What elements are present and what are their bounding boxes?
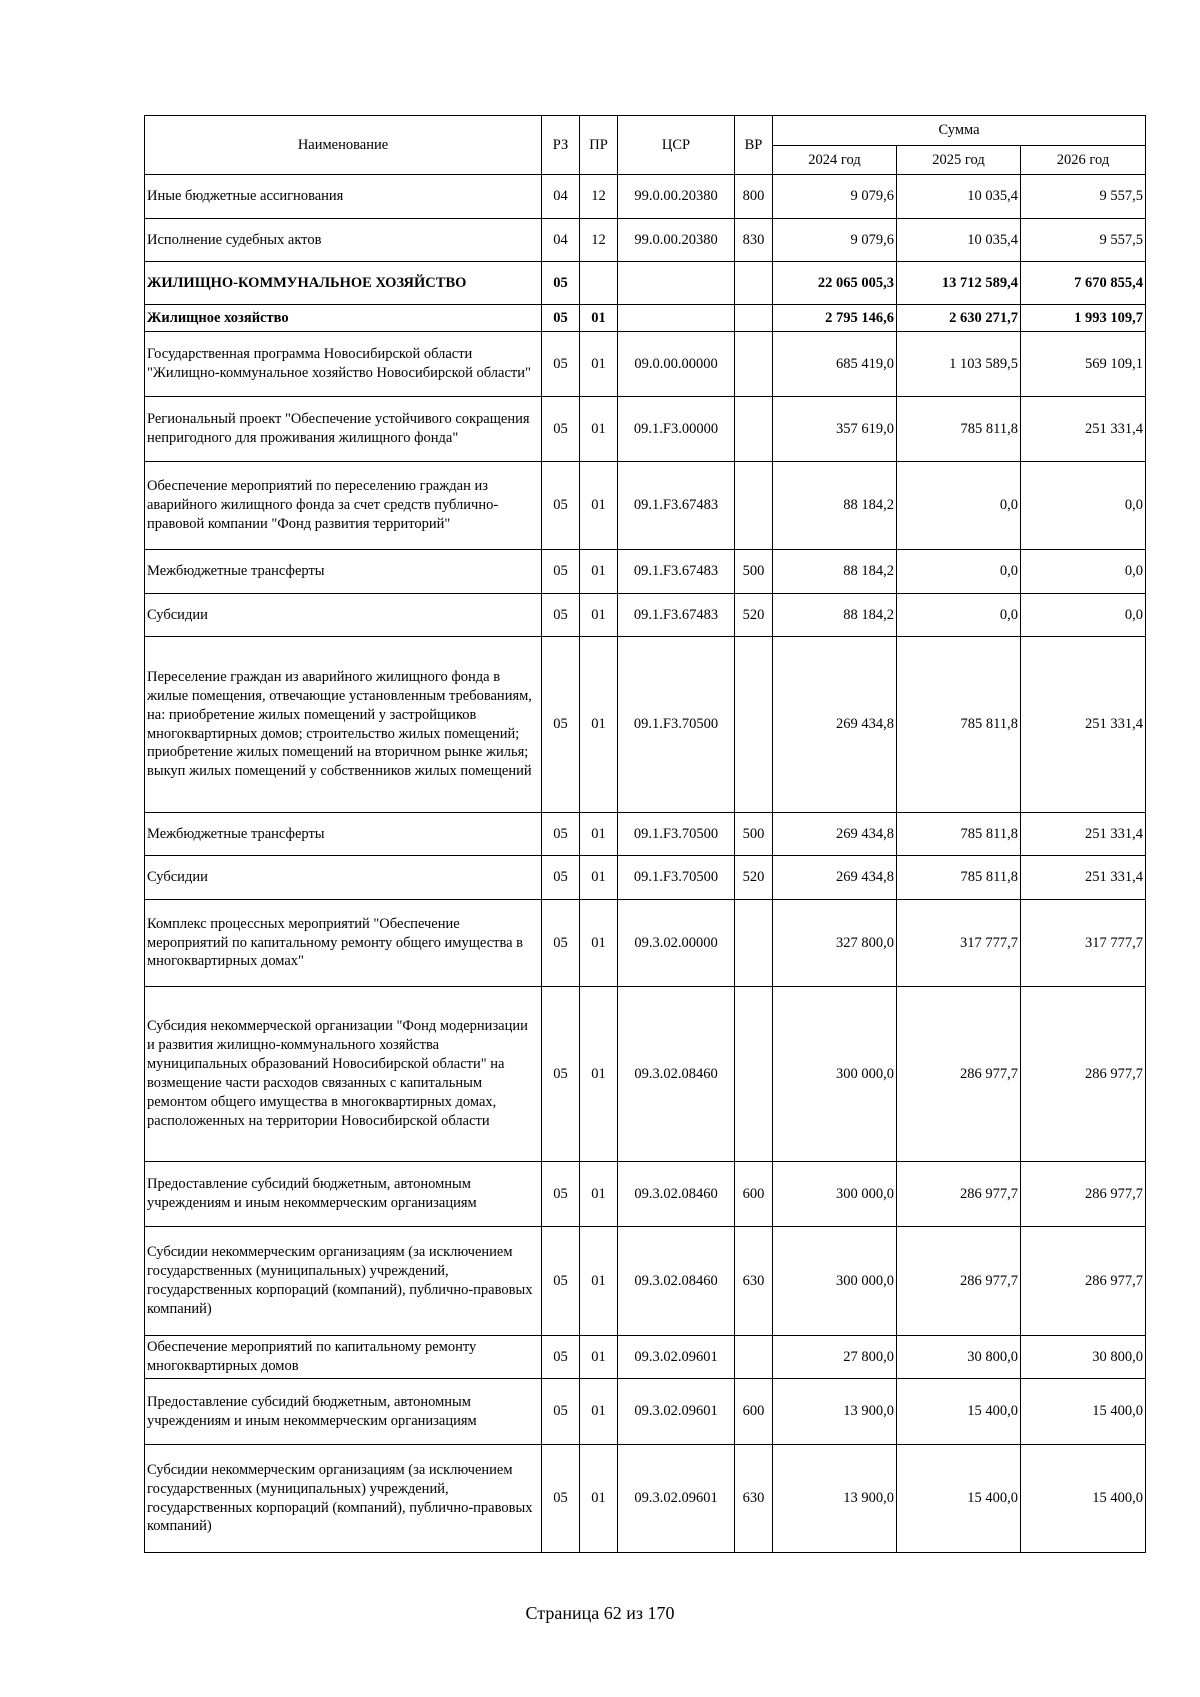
cell-sum-2025: 13 712 589,4 bbox=[897, 262, 1021, 305]
cell-sum-2025: 10 035,4 bbox=[897, 175, 1021, 219]
cell-vr: 800 bbox=[735, 175, 773, 219]
cell-vr: 830 bbox=[735, 219, 773, 262]
cell-pr: 01 bbox=[580, 1445, 618, 1553]
cell-vr bbox=[735, 462, 773, 550]
cell-csr: 99.0.00.20380 bbox=[618, 175, 735, 219]
cell-pr: 01 bbox=[580, 397, 618, 462]
cell-pr: 01 bbox=[580, 900, 618, 987]
header-year-2025: 2025 год bbox=[897, 146, 1021, 175]
table-row bbox=[145, 305, 1146, 332]
cell-sum-2026: 251 331,4 bbox=[1021, 856, 1146, 900]
cell-sum-2026: 9 557,5 bbox=[1021, 175, 1146, 219]
table-row bbox=[145, 219, 1146, 262]
cell-csr: 09.3.02.00000 bbox=[618, 900, 735, 987]
cell-rz: 05 bbox=[542, 900, 580, 987]
cell-rz: 05 bbox=[542, 594, 580, 637]
cell-sum-2024: 22 065 005,3 bbox=[773, 262, 897, 305]
cell-sum-2025: 0,0 bbox=[897, 594, 1021, 637]
header-vr: ВР bbox=[735, 116, 773, 175]
cell-rz: 05 bbox=[542, 1227, 580, 1336]
cell-vr: 630 bbox=[735, 1227, 773, 1336]
cell-sum-2024: 357 619,0 bbox=[773, 397, 897, 462]
cell-pr: 01 bbox=[580, 332, 618, 397]
cell-sum-2024: 27 800,0 bbox=[773, 1336, 897, 1379]
cell-pr: 01 bbox=[580, 987, 618, 1162]
header-rz: РЗ bbox=[542, 116, 580, 175]
cell-rz: 05 bbox=[542, 1336, 580, 1379]
cell-csr: 99.0.00.20380 bbox=[618, 219, 735, 262]
cell-name: Субсидии bbox=[145, 594, 542, 637]
cell-rz: 05 bbox=[542, 1379, 580, 1445]
cell-vr: 630 bbox=[735, 1445, 773, 1553]
cell-sum-2024: 327 800,0 bbox=[773, 900, 897, 987]
cell-csr: 09.1.F3.00000 bbox=[618, 397, 735, 462]
cell-sum-2026: 317 777,7 bbox=[1021, 900, 1146, 987]
cell-sum-2025: 286 977,7 bbox=[897, 1162, 1021, 1227]
cell-vr: 600 bbox=[735, 1379, 773, 1445]
cell-csr: 09.3.02.09601 bbox=[618, 1379, 735, 1445]
cell-rz: 05 bbox=[542, 1162, 580, 1227]
cell-sum-2024: 2 795 146,6 bbox=[773, 305, 897, 332]
table-row bbox=[145, 987, 1146, 1162]
cell-csr: 09.1.F3.67483 bbox=[618, 594, 735, 637]
cell-sum-2025: 785 811,8 bbox=[897, 397, 1021, 462]
cell-name: Обеспечение мероприятий по переселению граждан из аварийного жилищного фонда за счет средств публично-правовой компании "Фонд развития территорий" bbox=[145, 462, 542, 550]
cell-csr: 09.3.02.08460 bbox=[618, 1162, 735, 1227]
cell-sum-2024: 269 434,8 bbox=[773, 856, 897, 900]
cell-sum-2026: 7 670 855,4 bbox=[1021, 262, 1146, 305]
cell-rz: 05 bbox=[542, 1445, 580, 1553]
cell-sum-2024: 269 434,8 bbox=[773, 813, 897, 856]
cell-vr bbox=[735, 332, 773, 397]
cell-sum-2024: 13 900,0 bbox=[773, 1379, 897, 1445]
cell-sum-2025: 30 800,0 bbox=[897, 1336, 1021, 1379]
cell-sum-2024: 300 000,0 bbox=[773, 987, 897, 1162]
table-row bbox=[145, 462, 1146, 550]
cell-vr bbox=[735, 987, 773, 1162]
table-row bbox=[145, 1336, 1146, 1379]
cell-sum-2026: 569 109,1 bbox=[1021, 332, 1146, 397]
cell-vr bbox=[735, 305, 773, 332]
table-row bbox=[145, 1162, 1146, 1227]
cell-name: Региональный проект "Обеспечение устойчивого сокращения непригодного для проживания жилищного фонда" bbox=[145, 397, 542, 462]
cell-rz: 05 bbox=[542, 305, 580, 332]
cell-csr: 09.1.F3.70500 bbox=[618, 813, 735, 856]
cell-sum-2025: 15 400,0 bbox=[897, 1379, 1021, 1445]
cell-sum-2025: 785 811,8 bbox=[897, 637, 1021, 813]
cell-pr bbox=[580, 262, 618, 305]
cell-pr: 01 bbox=[580, 1336, 618, 1379]
cell-sum-2026: 251 331,4 bbox=[1021, 637, 1146, 813]
header-pr: ПР bbox=[580, 116, 618, 175]
cell-sum-2026: 251 331,4 bbox=[1021, 813, 1146, 856]
cell-pr: 01 bbox=[580, 305, 618, 332]
cell-sum-2026: 15 400,0 bbox=[1021, 1379, 1146, 1445]
cell-rz: 04 bbox=[542, 175, 580, 219]
table-row bbox=[145, 1379, 1146, 1445]
cell-rz: 05 bbox=[542, 262, 580, 305]
cell-csr: 09.1.F3.67483 bbox=[618, 462, 735, 550]
cell-pr: 01 bbox=[580, 813, 618, 856]
cell-sum-2026: 0,0 bbox=[1021, 550, 1146, 594]
cell-rz: 05 bbox=[542, 462, 580, 550]
cell-sum-2025: 1 103 589,5 bbox=[897, 332, 1021, 397]
cell-vr: 520 bbox=[735, 856, 773, 900]
cell-sum-2025: 0,0 bbox=[897, 550, 1021, 594]
cell-sum-2025: 286 977,7 bbox=[897, 1227, 1021, 1336]
cell-sum-2025: 317 777,7 bbox=[897, 900, 1021, 987]
cell-name: Субсидии некоммерческим организациям (за исключением государственных (муниципальных) учреждений, государственных корпораций (компаний), публично-правовых компаний) bbox=[145, 1445, 542, 1553]
header-sum: Сумма bbox=[773, 116, 1146, 146]
table-body bbox=[145, 175, 1146, 1553]
cell-pr: 01 bbox=[580, 856, 618, 900]
cell-sum-2025: 0,0 bbox=[897, 462, 1021, 550]
cell-csr: 09.1.F3.70500 bbox=[618, 856, 735, 900]
header-year-2026: 2026 год bbox=[1021, 146, 1146, 175]
cell-pr: 01 bbox=[580, 1227, 618, 1336]
table-row bbox=[145, 900, 1146, 987]
cell-csr bbox=[618, 262, 735, 305]
table-row bbox=[145, 1227, 1146, 1336]
cell-sum-2026: 286 977,7 bbox=[1021, 987, 1146, 1162]
cell-sum-2024: 300 000,0 bbox=[773, 1227, 897, 1336]
cell-vr bbox=[735, 1336, 773, 1379]
cell-sum-2026: 15 400,0 bbox=[1021, 1445, 1146, 1553]
cell-sum-2026: 9 557,5 bbox=[1021, 219, 1146, 262]
cell-sum-2026: 1 993 109,7 bbox=[1021, 305, 1146, 332]
cell-name: Комплекс процессных мероприятий "Обеспечение мероприятий по капитальному ремонту общего имущества в многоквартирных домах" bbox=[145, 900, 542, 987]
cell-sum-2024: 88 184,2 bbox=[773, 594, 897, 637]
cell-vr bbox=[735, 637, 773, 813]
table-row bbox=[145, 262, 1146, 305]
cell-sum-2024: 685 419,0 bbox=[773, 332, 897, 397]
cell-rz: 05 bbox=[542, 332, 580, 397]
cell-rz: 05 bbox=[542, 550, 580, 594]
header-name: Наименование bbox=[145, 116, 542, 175]
cell-csr: 09.0.00.00000 bbox=[618, 332, 735, 397]
cell-csr: 09.1.F3.70500 bbox=[618, 637, 735, 813]
cell-sum-2024: 9 079,6 bbox=[773, 175, 897, 219]
cell-pr: 12 bbox=[580, 175, 618, 219]
cell-csr bbox=[618, 305, 735, 332]
cell-sum-2024: 13 900,0 bbox=[773, 1445, 897, 1553]
table-row bbox=[145, 1445, 1146, 1553]
cell-sum-2024: 300 000,0 bbox=[773, 1162, 897, 1227]
cell-name: Исполнение судебных актов bbox=[145, 219, 542, 262]
cell-sum-2026: 251 331,4 bbox=[1021, 397, 1146, 462]
header-csr: ЦСР bbox=[618, 116, 735, 175]
table-row bbox=[145, 594, 1146, 637]
table-row bbox=[145, 332, 1146, 397]
cell-name: Межбюджетные трансферты bbox=[145, 813, 542, 856]
cell-pr: 01 bbox=[580, 594, 618, 637]
page-number: Страница 62 из 170 bbox=[525, 1603, 675, 1623]
table-header bbox=[145, 116, 1146, 175]
cell-rz: 05 bbox=[542, 637, 580, 813]
cell-name: Предоставление субсидий бюджетным, автономным учреждениям и иным некоммерческим организациям bbox=[145, 1379, 542, 1445]
cell-name: ЖИЛИЩНО-КОММУНАЛЬНОЕ ХОЗЯЙСТВО bbox=[145, 262, 542, 305]
cell-vr bbox=[735, 397, 773, 462]
cell-csr: 09.3.02.09601 bbox=[618, 1445, 735, 1553]
cell-pr: 01 bbox=[580, 1162, 618, 1227]
cell-pr: 01 bbox=[580, 1379, 618, 1445]
cell-name: Субсидии bbox=[145, 856, 542, 900]
cell-vr bbox=[735, 262, 773, 305]
budget-table bbox=[144, 115, 1146, 1553]
cell-name: Иные бюджетные ассигнования bbox=[145, 175, 542, 219]
cell-vr: 520 bbox=[735, 594, 773, 637]
cell-vr: 500 bbox=[735, 813, 773, 856]
cell-csr: 09.1.F3.67483 bbox=[618, 550, 735, 594]
cell-sum-2026: 0,0 bbox=[1021, 594, 1146, 637]
cell-sum-2025: 15 400,0 bbox=[897, 1445, 1021, 1553]
cell-rz: 05 bbox=[542, 397, 580, 462]
cell-name: Субсидии некоммерческим организациям (за исключением государственных (муниципальных) учреждений, государственных корпораций (компаний), публично-правовых компаний) bbox=[145, 1227, 542, 1336]
cell-csr: 09.3.02.09601 bbox=[618, 1336, 735, 1379]
cell-sum-2025: 286 977,7 bbox=[897, 987, 1021, 1162]
cell-pr: 12 bbox=[580, 219, 618, 262]
table-row bbox=[145, 637, 1146, 813]
cell-sum-2024: 88 184,2 bbox=[773, 550, 897, 594]
cell-sum-2025: 2 630 271,7 bbox=[897, 305, 1021, 332]
cell-csr: 09.3.02.08460 bbox=[618, 1227, 735, 1336]
cell-rz: 04 bbox=[542, 219, 580, 262]
cell-sum-2024: 88 184,2 bbox=[773, 462, 897, 550]
cell-vr bbox=[735, 900, 773, 987]
cell-sum-2025: 10 035,4 bbox=[897, 219, 1021, 262]
cell-pr: 01 bbox=[580, 462, 618, 550]
cell-sum-2025: 785 811,8 bbox=[897, 813, 1021, 856]
cell-sum-2025: 785 811,8 bbox=[897, 856, 1021, 900]
cell-vr: 600 bbox=[735, 1162, 773, 1227]
cell-name: Обеспечение мероприятий по капитальному ремонту многоквартирных домов bbox=[145, 1336, 542, 1379]
cell-name: Государственная программа Новосибирской области "Жилищно-коммунальное хозяйство Новосибирской области" bbox=[145, 332, 542, 397]
table-row bbox=[145, 175, 1146, 219]
table-row bbox=[145, 550, 1146, 594]
cell-vr: 500 bbox=[735, 550, 773, 594]
cell-name: Межбюджетные трансферты bbox=[145, 550, 542, 594]
cell-csr: 09.3.02.08460 bbox=[618, 987, 735, 1162]
cell-sum-2024: 9 079,6 bbox=[773, 219, 897, 262]
cell-rz: 05 bbox=[542, 813, 580, 856]
cell-name: Предоставление субсидий бюджетным, автономным учреждениям и иным некоммерческим организациям bbox=[145, 1162, 542, 1227]
cell-sum-2024: 269 434,8 bbox=[773, 637, 897, 813]
cell-sum-2026: 286 977,7 bbox=[1021, 1227, 1146, 1336]
cell-name: Переселение граждан из аварийного жилищного фонда в жилые помещения, отвечающие установленным требованиям, на: приобретение жилых помещений у застройщиков многоквартирных домов; строительство жилых помещений; приобретение жилых помещений на вторичном рынке жилья; выкуп жилых помещений у собственников жилых помещений bbox=[145, 637, 542, 813]
cell-rz: 05 bbox=[542, 856, 580, 900]
table-row bbox=[145, 813, 1146, 856]
table-row bbox=[145, 397, 1146, 462]
cell-sum-2026: 0,0 bbox=[1021, 462, 1146, 550]
cell-name: Жилищное хозяйство bbox=[145, 305, 542, 332]
cell-sum-2026: 30 800,0 bbox=[1021, 1336, 1146, 1379]
cell-pr: 01 bbox=[580, 637, 618, 813]
cell-pr: 01 bbox=[580, 550, 618, 594]
table-row bbox=[145, 856, 1146, 900]
cell-sum-2026: 286 977,7 bbox=[1021, 1162, 1146, 1227]
header-year-2024: 2024 год bbox=[773, 146, 897, 175]
cell-rz: 05 bbox=[542, 987, 580, 1162]
cell-name: Субсидия некоммерческой организации "Фонд модернизации и развития жилищно-коммунального хозяйства муниципальных образований Новосибирской области" на возмещение части расходов связанных с капитальным ремонтом общего имущества в многоквартирных домах, расположенных на территории Новосибирской области bbox=[145, 987, 542, 1162]
